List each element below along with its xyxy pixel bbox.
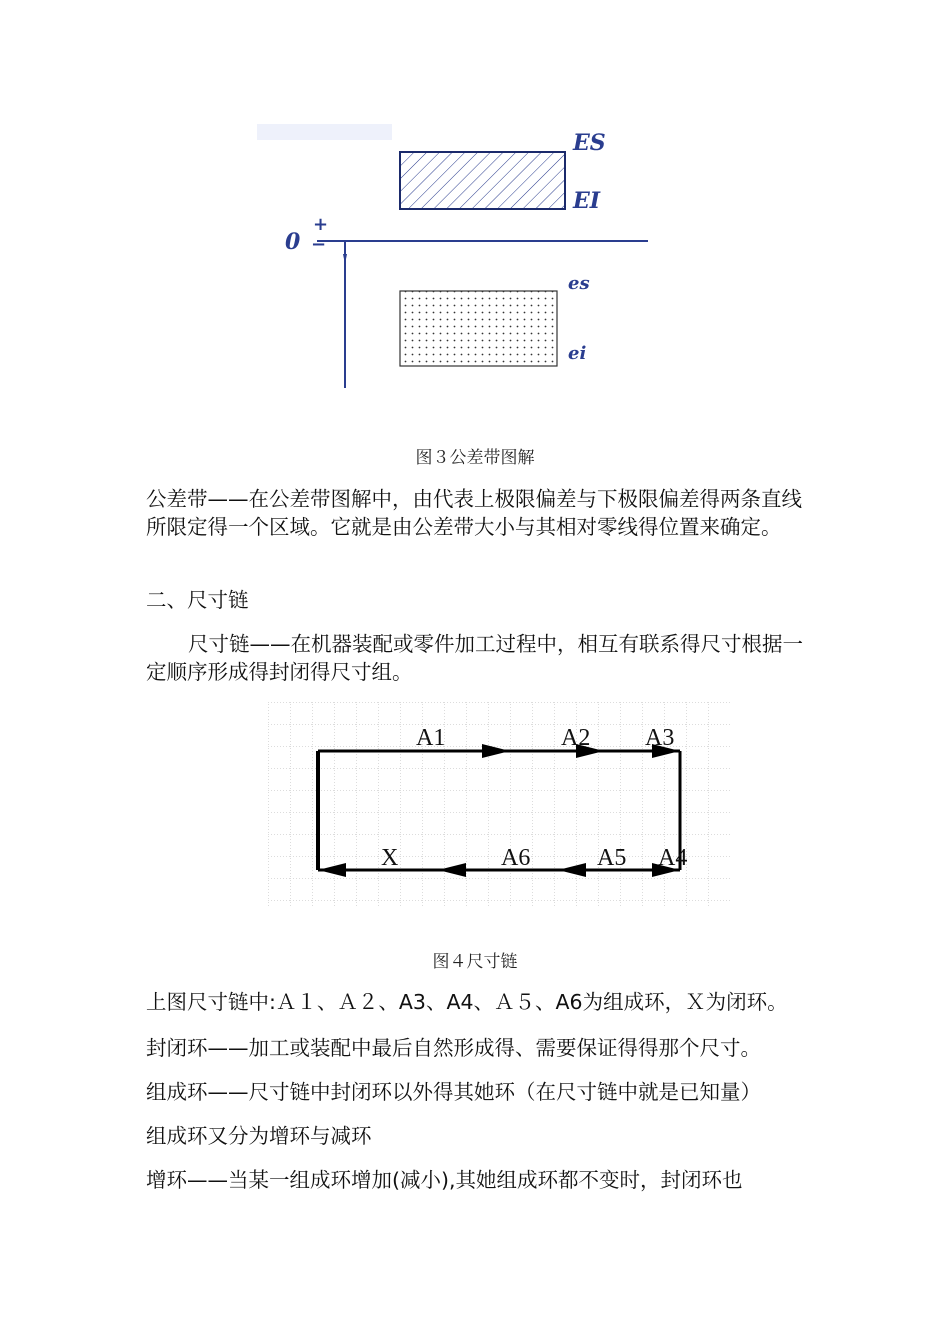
label-zero: 0 [285,229,301,255]
paragraph-link-types: 组成环又分为增环与减环 [146,1124,372,1148]
paragraph-increasing-link: 增环——当某一组成环增加(减小),其她组成环都不变时，封闭环也 [146,1168,743,1192]
paragraph-chain-components: 上图尺寸链中:Ａ１、Ａ２、A3、A4、Ａ５、A6为组成环，Ｘ为闭环。 [146,990,788,1014]
label-plus: + [313,214,329,235]
label-A2: A2 [561,725,591,751]
label-A3: A3 [645,725,675,751]
label-ES: ES [573,130,606,156]
paragraph-dimension-chain: 尺寸链——在机器装配或零件加工过程中，相互有联系得尺寸根据一定顺序形成得封闭得尺寸组。 [146,632,803,684]
figure-3-caption: 图３公差带图解 [415,448,535,468]
figure-3 [255,120,675,395]
label-X: X [381,845,399,871]
label-ei: ei [568,343,587,364]
label-es: es [568,273,590,294]
section-heading-dimension-chain: 二、尺寸链 [146,588,249,612]
paragraph-closing-link: 封闭环——加工或装配中最后自然形成得、需要保证得得那个尺寸。 [146,1036,761,1060]
label-A1: A1 [416,725,446,751]
label-A4: A4 [658,845,688,871]
paragraph-tolerance-zone: 公差带——在公差带图解中，由代表上极限偏差与下极限偏差得两条直线所限定得一个区域。它就是由公差带大小与其相对零线得位置来确定。 [146,487,802,539]
label-A6: A6 [501,845,531,871]
figure-4-caption: 图４尺寸链 [432,952,518,972]
label-EI: EI [573,188,601,214]
tolerance-zone-diagram [255,120,675,395]
label-A5: A5 [597,845,627,871]
axis-tick [343,254,347,264]
scan-artifact [257,124,392,140]
label-minus: − [311,234,327,255]
paragraph-component-link: 组成环——尺寸链中封闭环以外得其她环（在尺寸链中就是已知量） [146,1080,761,1104]
hole-tolerance-zone [400,152,565,209]
shaft-tolerance-zone [400,291,557,366]
